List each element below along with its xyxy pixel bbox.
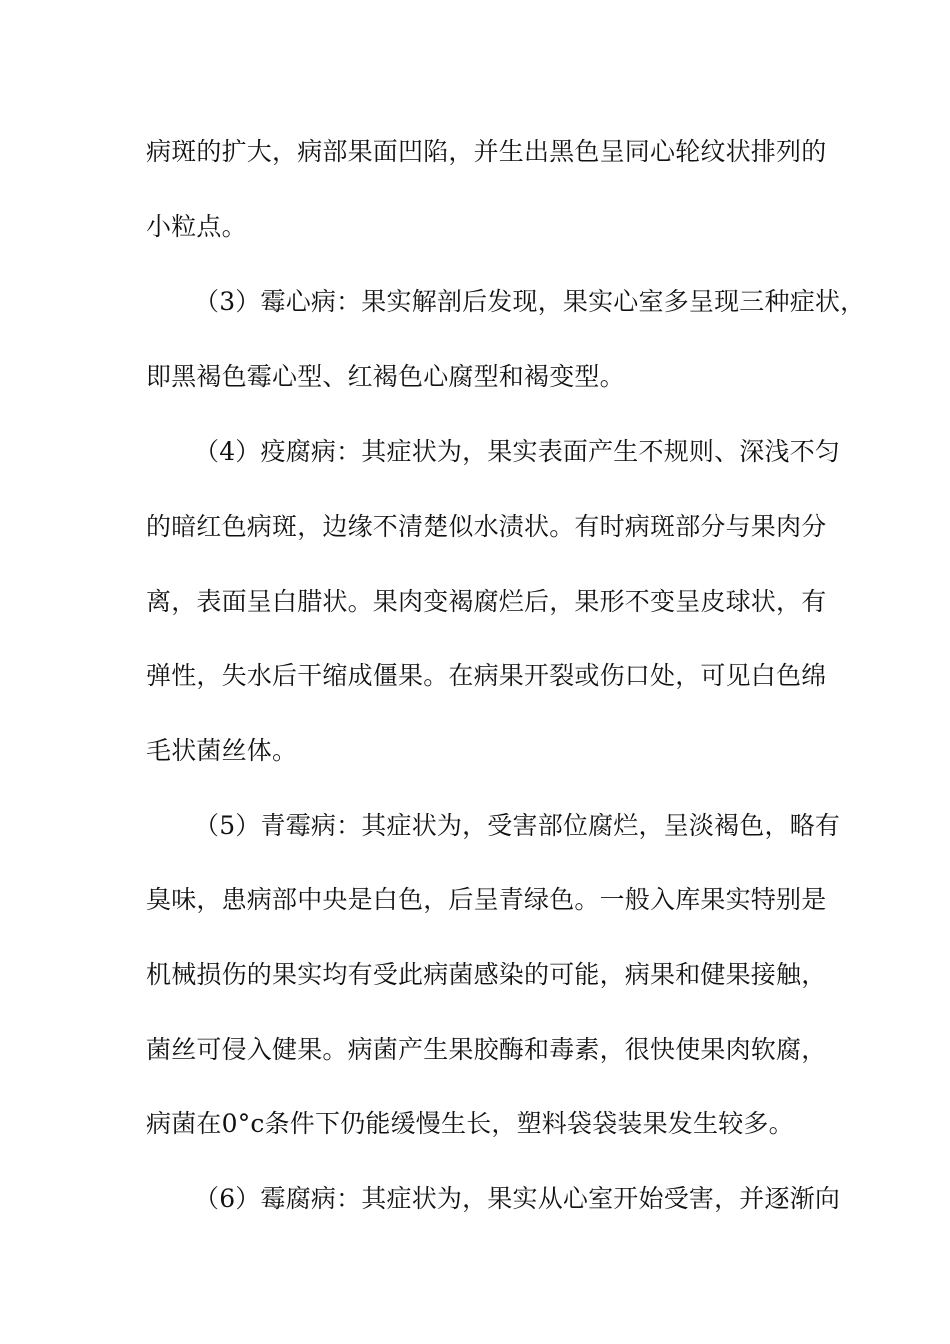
text-line: 离，表面呈白腊状。果肉变褐腐烂后，果形不变呈皮球状，有 [146, 587, 827, 616]
text-line: 病菌在0°c条件下仍能缓慢生长，塑料袋袋装果发生较多。 [146, 1109, 794, 1138]
text-line: 臭味，患病部中央是白色，后呈青绿色。一般入库果实特别是 [146, 885, 827, 914]
paragraph-6-start: （6）霉腐病：其症状为，果实从心室开始受害，并逐渐向 [194, 1184, 841, 1213]
text-line: 病斑的扩大，病部果面凹陷，并生出黑色呈同心轮纹状排列的 [146, 137, 827, 166]
paragraph-5-start: （5）青霉病：其症状为，受害部位腐烂，呈淡褐色，略有 [194, 811, 841, 840]
text-line: 小粒点。 [146, 212, 247, 241]
text-line: 即黑褐色霉心型、红褐色心腐型和褐变型。 [146, 362, 625, 391]
text-line: 毛状菌丝体。 [146, 736, 298, 765]
paragraph-3-start: （3）霉心病：果实解剖后发现，果实心室多呈现三种症状， [194, 287, 866, 316]
text-line: 机械损伤的果实均有受此病菌感染的可能，病果和健果接触， [146, 960, 827, 989]
text-line: 菌丝可侵入健果。病菌产生果胶酶和毒素，很快使果肉软腐， [146, 1035, 827, 1064]
text-line: 弹性，失水后干缩成僵果。在病果开裂或伤口处，可见白色绵 [146, 661, 827, 690]
paragraph-4-start: （4）疫腐病：其症状为，果实表面产生不规则、深浅不匀 [194, 437, 841, 466]
text-line: 的暗红色病斑，边缘不清楚似水渍状。有时病斑部分与果肉分 [146, 512, 827, 541]
